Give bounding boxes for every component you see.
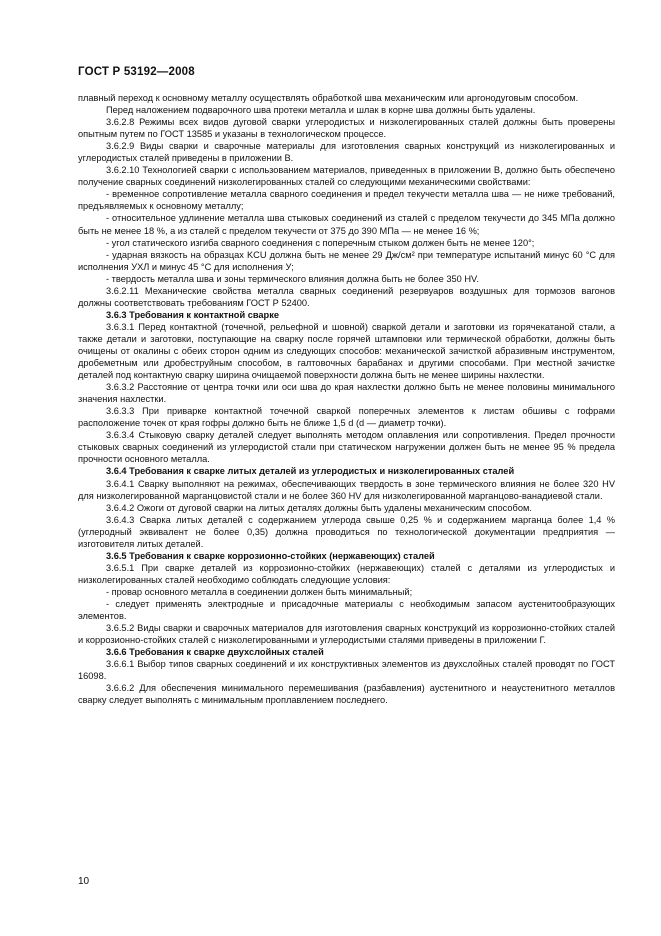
paragraph: 3.6.3.2 Расстояние от центра точки или оси шва до края нахлестки должно быть не менее половины минимального значения нахлестки. — [78, 382, 615, 405]
paragraph: - твердость металла шва и зоны термического влияния должна быть не более 350 HV. — [106, 273, 479, 284]
paragraph: 3.6.2.11 Механические свойства металла сварных соединений резервуаров воздушных для тормозов вагонов должны соответствовать требованиям ГОСТ Р 52400. — [78, 285, 615, 308]
paragraph: 3.6.6.1 Выбор типов сварных соединений и их конструктивных элементов из двухслойных сталей проводят по ГОСТ 16098. — [78, 659, 615, 682]
section-heading: 3.6.5 Требования к сварке коррозионно-стойких (нержавеющих) сталей — [106, 550, 435, 561]
paragraph: 3.6.5.2 Виды сварки и сварочных материалов для изготовления сварных конструкций из коррозионно-стойких сталей и коррозионно-стойких сталей с низколегированными и углеродистыми сталями приведены в приложении Г. — [78, 623, 615, 646]
paragraph: - провар основного металла в соединении должен быть минимальный; — [106, 586, 413, 597]
page-number: 10 — [78, 876, 90, 887]
paragraph: 3.6.4.1 Сварку выполняют на режимах, обеспечивающих твердость в зоне термического влияния не более 320 HV для низколегированной марганцовистой стали и не более 360 HV для низколегированной марганцово-ванадиевой стали. — [78, 478, 615, 501]
paragraph: 3.6.3.4 Стыковую сварку деталей следует выполнять методом оплавления или сопротивления. Предел прочности стыковых сварных соединений из углеродистой стали при статическом нагружении должен быть не менее 95 % предела прочности основного металла. — [78, 430, 615, 465]
paragraph: 3.6.4.2 Ожоги от дуговой сварки на литых деталях должны быть удалены механическим способом. — [106, 502, 532, 513]
paragraph: 3.6.2.8 Режимы всех видов дуговой сварки углеродистых и низколегированных сталей должны быть проверены опытным путем по ГОСТ 13585 и указаны в технологическом процессе. — [78, 117, 615, 140]
document-body — [78, 92, 615, 706]
paragraph: 3.6.2.10 Технологией сварки с использованием материалов, приведенных в приложении В, должно быть обеспечено получение сварных соединений низколегированных сталей со следующими механическими свойствами: — [78, 165, 615, 188]
section-heading: 3.6.6 Требования к сварке двухслойных сталей — [106, 647, 324, 658]
section-heading: 3.6.3 Требования к контактной сварке — [106, 309, 279, 320]
paragraph: 3.6.3.3 При приварке контактной точечной сваркой поперечных элементов к листам обшивы с гофрами расположение точек от края гофры должно быть не ближе 1,5 d (d — диаметр точки). — [78, 406, 615, 429]
document-header: ГОСТ Р 53192—2008 — [78, 66, 195, 78]
paragraph: Перед наложением подварочного шва протеки металла и шлак в корне шва должны быть удалены. — [106, 105, 536, 116]
paragraph: - временное сопротивление металла сварного соединения и предел текучести металла шва — не ниже требований, предъявляемых к основному металлу; — [78, 189, 615, 212]
paragraph: 3.6.6.2 Для обеспечения минимального перемешивания (разбавления) аустенитного и неаустенитного металлов сварку следует выполнять с минимальным проплавлением последнего. — [78, 683, 615, 706]
paragraph: - следует применять электродные и присадочные материалы с необходимым запасом аустенитообразующих элементов. — [78, 598, 615, 622]
paragraph: - угол статического изгиба сварного соединения с поперечным стыком должен быть не менее 120°; — [106, 237, 535, 248]
paragraph: 3.6.2.9 Виды сварки и сварочные материалы для изготовления сварных конструкций из низколегированных и углеродистых сталей приведены в приложении В. — [78, 141, 615, 164]
paragraph: плавный переход к основному металлу осуществлять обработкой шва механическим или аргонодуговым способом. — [78, 93, 579, 103]
paragraph: - ударная вязкость на образцах KCU должна быть не менее 29 Дж/см² при температуре испытаний минус 60 °С для исполнения УХЛ и минус 45 °С для исполнения У; — [78, 249, 615, 272]
paragraph: - относительное удлинение металла шва стыковых соединений из сталей с пределом текучести до 345 МПа должно быть не менее 18 %, а из сталей с пределом текучести от 375 до 390 МПа — не менее 16 %; — [78, 213, 615, 236]
section-heading: 3.6.4 Требования к сварке литых деталей из углеродистых и низколегированных сталей — [106, 466, 515, 477]
paragraph: 3.6.3.1 Перед контактной (точечной, рельефной и шовной) сваркой детали и заготовки из горячекатаной стали, а также детали и заготовки, поступающие на сварку после горячей штамповки или термической обработки, должны быть очищены от окалины с обеих сторон одним из следующих способов: механической зачисткой абразивным инструментом, дробеметным или дробеструйным способом, в галтовочных барабанах и другими способами. При местной зачистке деталей под контактную сварку ширина очищаемой поверхности должна быть не менее ширины нахлестки. — [78, 321, 615, 381]
paragraph: 3.6.5.1 При сварке деталей из коррозионно-стойких (нержавеющих) сталей с деталями из углеродистых и низколегированных сталей необходимо соблюдать следующие условия: — [78, 562, 615, 585]
paragraph: 3.6.4.3 Сварка литых деталей с содержанием углерода свыше 0,25 % и содержанием марганца более 1,4 % (углеродный эквивалент не более 0,35) должна проводиться по технологической документации предприятия — изготовителя литых деталей. — [78, 514, 615, 549]
